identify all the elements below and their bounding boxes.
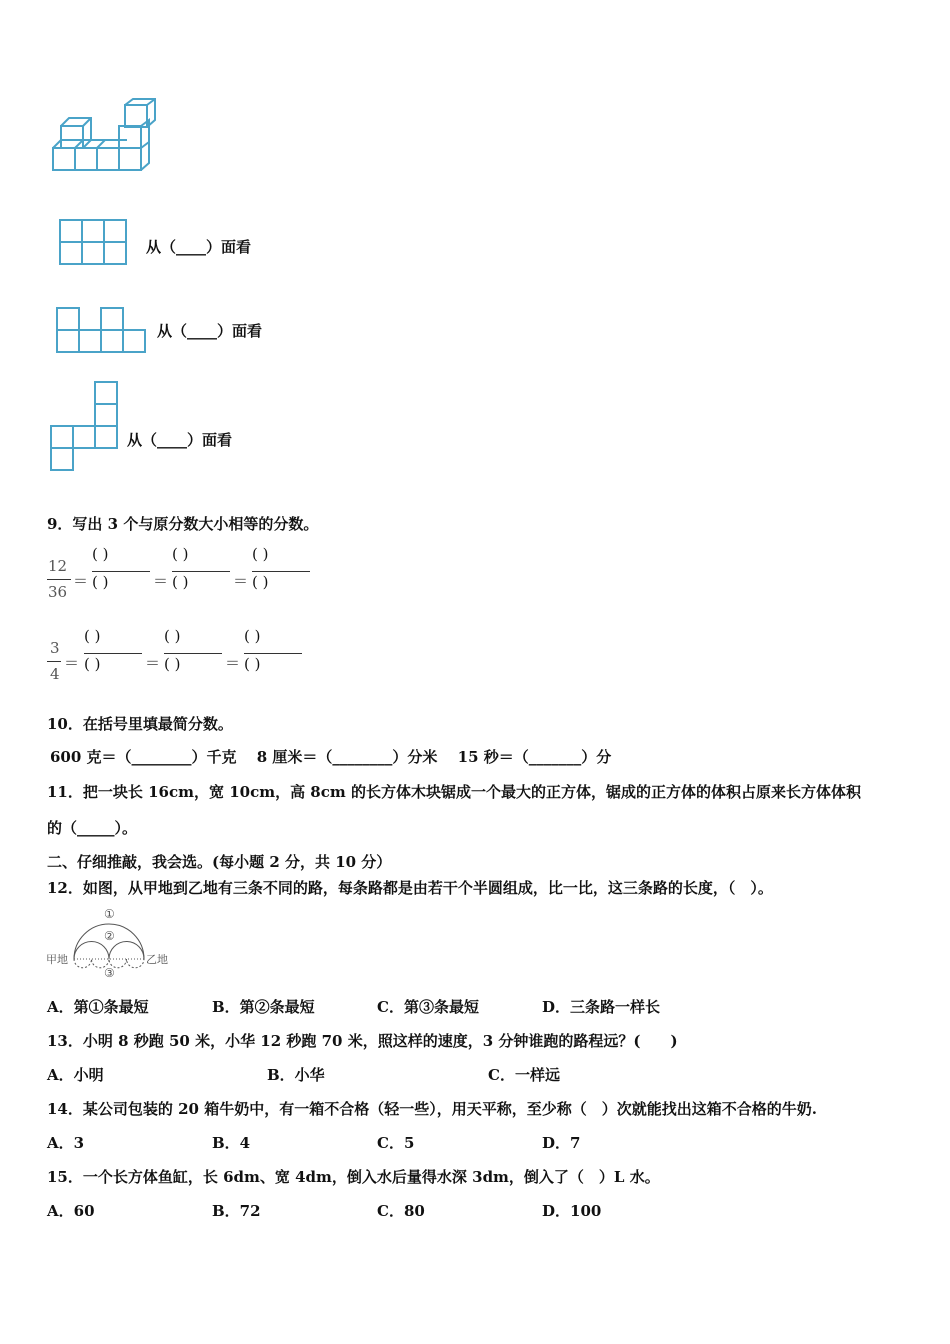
q9-stem: 9．写出 3 个与原分数大小相等的分数。 <box>47 515 319 533</box>
q9-blank-bottom[interactable]: ( ) <box>164 655 181 673</box>
q9-blank-top[interactable]: ( ) <box>172 545 189 563</box>
q9-blank-top[interactable]: ( ) <box>84 627 101 645</box>
q13-option-b[interactable]: B．小华 <box>267 1066 325 1084</box>
q9-blank-line <box>172 571 230 572</box>
q9-blank-bottom[interactable]: ( ) <box>92 573 109 591</box>
q14-option-a[interactable]: A．3 <box>47 1134 85 1152</box>
q9-blank-bottom[interactable]: ( ) <box>252 573 269 591</box>
q9-blank-line <box>164 653 222 654</box>
q10-stem: 10．在括号里填最简分数。 <box>47 715 233 733</box>
q9-blank-line <box>244 653 302 654</box>
q9-blank-bottom[interactable]: ( ) <box>84 655 101 673</box>
q15-stem: 15．一个长方体鱼缸，长 6dm、宽 4dm，倒入水后量得水深 3dm，倒入了（ ）L 水。 <box>47 1168 660 1186</box>
view-front-grid <box>58 218 130 268</box>
q9-blank-line <box>92 571 150 572</box>
q13-option-a[interactable]: A．小明 <box>47 1066 104 1084</box>
q13-option-c[interactable]: C．一样远 <box>488 1066 560 1084</box>
q15-option-b[interactable]: B．72 <box>212 1202 261 1220</box>
q12-stem: 12．如图，从甲地到乙地有三条不同的路，每条路都是由若干个半圆组成，比一比，这三条路的长度，（ ）。 <box>47 879 773 897</box>
view1-label: 从（____）面看 <box>146 238 252 256</box>
q9-blank-line <box>252 571 310 572</box>
q14-option-d[interactable]: D．7 <box>542 1134 581 1152</box>
q12-path1-label: ① <box>104 907 115 921</box>
q13-stem: 13．小明 8 秒跑 50 米，小华 12 秒跑 70 米，照这样的速度，3 分钟谁跑的路程远？( ) <box>47 1032 678 1050</box>
q12-end-label: 乙地 <box>146 953 168 966</box>
q9-eq: ＝ <box>64 654 80 672</box>
q12-path-diagram <box>46 905 176 981</box>
view-top-grid <box>55 306 150 356</box>
q12-path2-label: ② <box>104 929 115 943</box>
q9-blank-top[interactable]: ( ) <box>92 545 109 563</box>
q9-blank-top[interactable]: ( ) <box>164 627 181 645</box>
q9-frac1-line <box>47 579 71 580</box>
q9-frac2-line <box>47 661 61 662</box>
q12-option-a[interactable]: A．第①条最短 <box>47 998 149 1016</box>
section2-title: 二、仔细推敲，我会选。(每小题 2 分，共 10 分） <box>47 853 392 871</box>
q9-eq: ＝ <box>233 572 249 590</box>
q9-frac2-den: 4 <box>50 665 60 683</box>
q9-blank-top[interactable]: ( ) <box>252 545 269 563</box>
q12-start-label: 甲地 <box>46 953 68 966</box>
q14-option-b[interactable]: B．4 <box>212 1134 251 1152</box>
q12-path3-label: ③ <box>104 966 115 980</box>
q9-eq: ＝ <box>73 572 89 590</box>
view2-label: 从（____）面看 <box>157 322 263 340</box>
q11-stem-line2: 的（_____）。 <box>47 819 138 837</box>
q9-blank-bottom[interactable]: ( ) <box>244 655 261 673</box>
q9-eq: ＝ <box>145 654 161 672</box>
q11-stem-line1: 11．把一块长 16cm，宽 10cm，高 8cm 的长方体木块锯成一个最大的正方体，锯成的正方体的体积占原来长方体体积 <box>47 783 861 801</box>
view3-label: 从（____）面看 <box>127 431 233 449</box>
q9-blank-bottom[interactable]: ( ) <box>172 573 189 591</box>
q12-option-c[interactable]: C．第③条最短 <box>377 998 479 1016</box>
q10-line: 600 克＝（________）千克 8 厘米＝（________）分米 15 秒＝（_______）分 <box>50 748 612 766</box>
q12-option-b[interactable]: B．第②条最短 <box>212 998 315 1016</box>
q15-option-c[interactable]: C．80 <box>377 1202 425 1220</box>
cube-stack-figure <box>48 98 158 178</box>
q15-option-d[interactable]: D．100 <box>542 1202 602 1220</box>
q14-stem: 14．某公司包装的 20 箱牛奶中，有一箱不合格（轻一些），用天平称，至少称（ ）次就能找出这箱不合格的牛奶. <box>47 1100 817 1118</box>
q9-eq: ＝ <box>225 654 241 672</box>
q15-option-a[interactable]: A．60 <box>47 1202 95 1220</box>
q14-option-c[interactable]: C．5 <box>377 1134 415 1152</box>
q9-blank-line <box>84 653 142 654</box>
view-side-grid <box>48 380 123 472</box>
q9-eq: ＝ <box>153 572 169 590</box>
q9-frac2-num: 3 <box>50 639 60 657</box>
q9-blank-top[interactable]: ( ) <box>244 627 261 645</box>
q9-frac1-den: 36 <box>48 583 68 601</box>
q12-option-d[interactable]: D．三条路一样长 <box>542 998 661 1016</box>
q9-frac1-num: 12 <box>48 557 68 575</box>
